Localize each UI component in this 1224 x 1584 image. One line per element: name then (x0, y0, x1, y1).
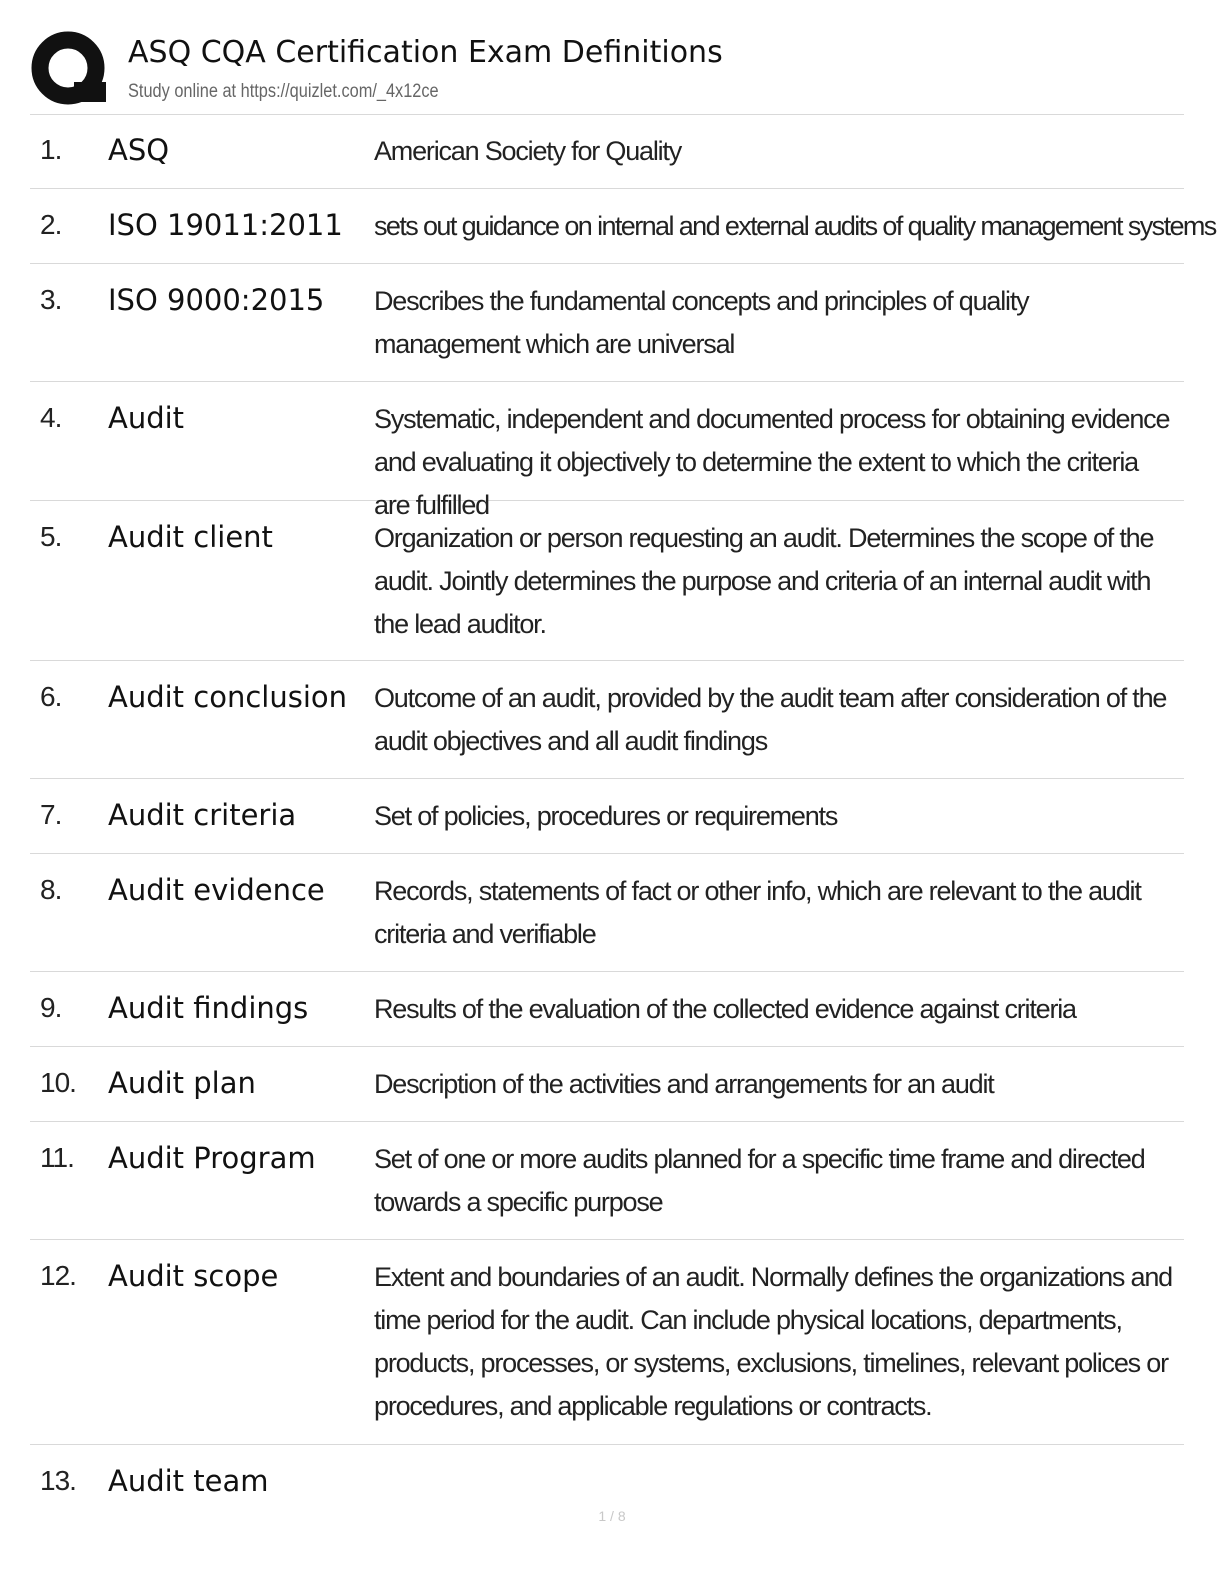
quizlet-q-logo (30, 30, 110, 110)
item-definition: Systematic, independent and documented process for obtaining evidence and evaluating it objectively to determine the extent to which the criteria are fulfilled (374, 404, 1170, 520)
item-term: Audit Program (108, 1141, 316, 1175)
item-term: Audit plan (108, 1066, 256, 1100)
item-number: 8. (40, 874, 62, 905)
list-item (30, 1445, 1184, 1515)
item-term: Audit evidence (108, 873, 325, 907)
item-definition: Results of the evaluation of the collected evidence against criteria (374, 994, 1076, 1024)
item-number: 5. (40, 521, 62, 552)
list-item (30, 661, 1184, 779)
item-number: 11. (40, 1142, 74, 1173)
item-term: Audit conclusion (108, 680, 348, 714)
item-definition: sets out guidance on internal and external audits of quality management systems (374, 211, 1216, 241)
item-term: ISO 19011:2011 (108, 208, 343, 242)
list-item (30, 382, 1184, 520)
item-number: 6. (40, 681, 62, 712)
item-definition: Extent and boundaries of an audit. Normally defines the organizations and time period for the audit. Can include physical locations, departments, products, processes, or systems, exclusions, timelines, relevant polices or procedures, and applicable regulations or contracts. (374, 1262, 1172, 1421)
item-number: 10. (40, 1067, 76, 1098)
item-definition: Records, statements of fact or other info, which are relevant to the audit criteria and verifiable (374, 876, 1141, 949)
item-definition: Description of the activities and arrangements for an audit (374, 1069, 994, 1099)
item-term: ASQ (108, 133, 170, 167)
item-number: 7. (40, 799, 62, 830)
page-header (30, 26, 1184, 115)
item-number: 9. (40, 992, 62, 1023)
list-item (30, 972, 1184, 1047)
list-item (30, 189, 1216, 264)
study-online-link[interactable]: Study online at https://quizlet.com/_4x12ce (128, 81, 439, 102)
page-title: ASQ CQA Certification Exam Definitions (128, 35, 723, 70)
list-item (30, 1047, 1184, 1122)
item-definition: Set of policies, procedures or requirements (374, 801, 838, 831)
item-definition: American Society for Quality (374, 136, 682, 166)
item-number: 1. (40, 134, 62, 165)
item-number: 13. (40, 1465, 76, 1496)
list-item (30, 1122, 1184, 1240)
item-definition: Describes the fundamental concepts and principles of quality management which are universal (374, 286, 1029, 359)
item-number: 3. (40, 284, 62, 315)
item-number: 4. (40, 402, 62, 433)
item-term: Audit (108, 401, 185, 435)
definitions-list (30, 114, 1216, 1515)
item-definition: Organization or person requesting an audit. Determines the scope of the audit. Jointly determines the purpose and criteria of an internal audit with the lead auditor. (374, 523, 1154, 639)
item-term: Audit client (108, 520, 273, 554)
item-term: Audit criteria (108, 798, 297, 832)
list-item (30, 114, 1184, 189)
item-number: 12. (40, 1260, 76, 1291)
item-number: 2. (40, 209, 62, 240)
item-term: Audit scope (108, 1259, 279, 1293)
list-item (30, 501, 1184, 661)
item-term: Audit team (108, 1464, 269, 1498)
item-definition: Set of one or more audits planned for a specific time frame and directed towards a specific purpose (374, 1144, 1145, 1217)
list-item (30, 854, 1184, 972)
item-term: ISO 9000:2015 (108, 283, 325, 317)
list-item (30, 1240, 1184, 1445)
list-item (30, 779, 1184, 854)
item-term: Audit findings (108, 991, 309, 1025)
list-item (30, 264, 1184, 382)
item-definition: Outcome of an audit, provided by the audit team after consideration of the audit objectives and all audit findings (374, 683, 1167, 756)
page-number: 1 / 8 (598, 1508, 626, 1524)
